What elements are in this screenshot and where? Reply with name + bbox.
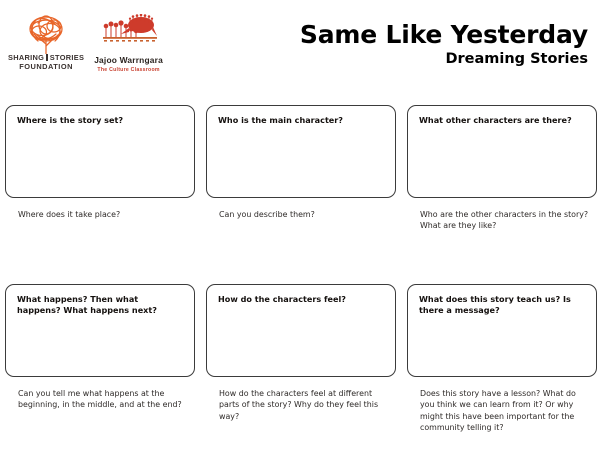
worksheet-cell-main-character [206,105,396,232]
prompt-plot: What happens? Then what happens? What happens next? [17,293,157,316]
caption-other-characters: Who are the other characters in the story? What are they like? [420,210,589,231]
prompt-feelings: How do the characters feel? [218,293,346,304]
prompt-other-characters: What other characters are there? [419,115,572,125]
page-title: Same Like Yesterday [299,20,588,49]
worksheet-cell-setting [5,105,195,232]
caption-feelings: How do the characters feel at different parts of the story? Why do they feel this way? [219,388,379,421]
answer-box-other-characters[interactable] [407,105,597,198]
sharing-stories-line2: FOUNDATION [19,61,73,71]
worksheet-cell-feelings [206,284,396,434]
caption-plot: Can you tell me what happens at the beginning, in the middle, and at the end? [18,388,182,410]
caption-message: Does this story have a lesson? What do you think we can learn from it? Or why might this have been important for the community telling it? [420,388,576,433]
worksheet-row-2 [0,284,600,434]
sharing-stories-word-stories: STORIES [49,53,85,62]
prompt-message: What does this story teach us? Is there a message? [419,293,571,316]
worksheet-cell-plot [5,284,195,434]
prompt-main-character: Who is the main character? [218,115,343,125]
jajoo-warrngara-logo [94,14,163,73]
scribble-tree-icon [17,14,75,54]
page-header [0,0,600,92]
worksheet-row-1 [0,105,600,232]
jajoo-warrngara-name: Jajoo Warrngara [94,55,163,65]
worksheet-cell-other-characters [407,105,597,232]
answer-box-main-character[interactable] [206,105,396,198]
page-subtitle: Dreaming Stories [445,51,588,68]
logo-group [8,14,163,73]
sharing-stories-wordmark [8,54,84,71]
caption-setting: Where does it take place? [18,210,121,219]
divider-bar [46,54,48,61]
sharing-stories-line1 [8,54,84,62]
sharing-stories-logo [8,14,84,71]
answer-box-setting[interactable] [5,105,195,198]
prompt-setting: Where is the story set? [17,115,124,125]
caption-main-character: Can you describe them? [219,210,315,219]
worksheet-grid [0,105,600,434]
jajoo-warrngara-tagline: The Culture Classroom [97,66,160,73]
worksheet-cell-message [407,284,597,434]
answer-box-feelings[interactable] [206,284,396,377]
answer-box-message[interactable] [407,284,597,377]
sharing-stories-word-sharing: SHARING [8,53,45,62]
answer-box-plot[interactable] [5,284,195,377]
title-block [300,22,588,68]
red-ochre-figures-icon [99,14,159,54]
